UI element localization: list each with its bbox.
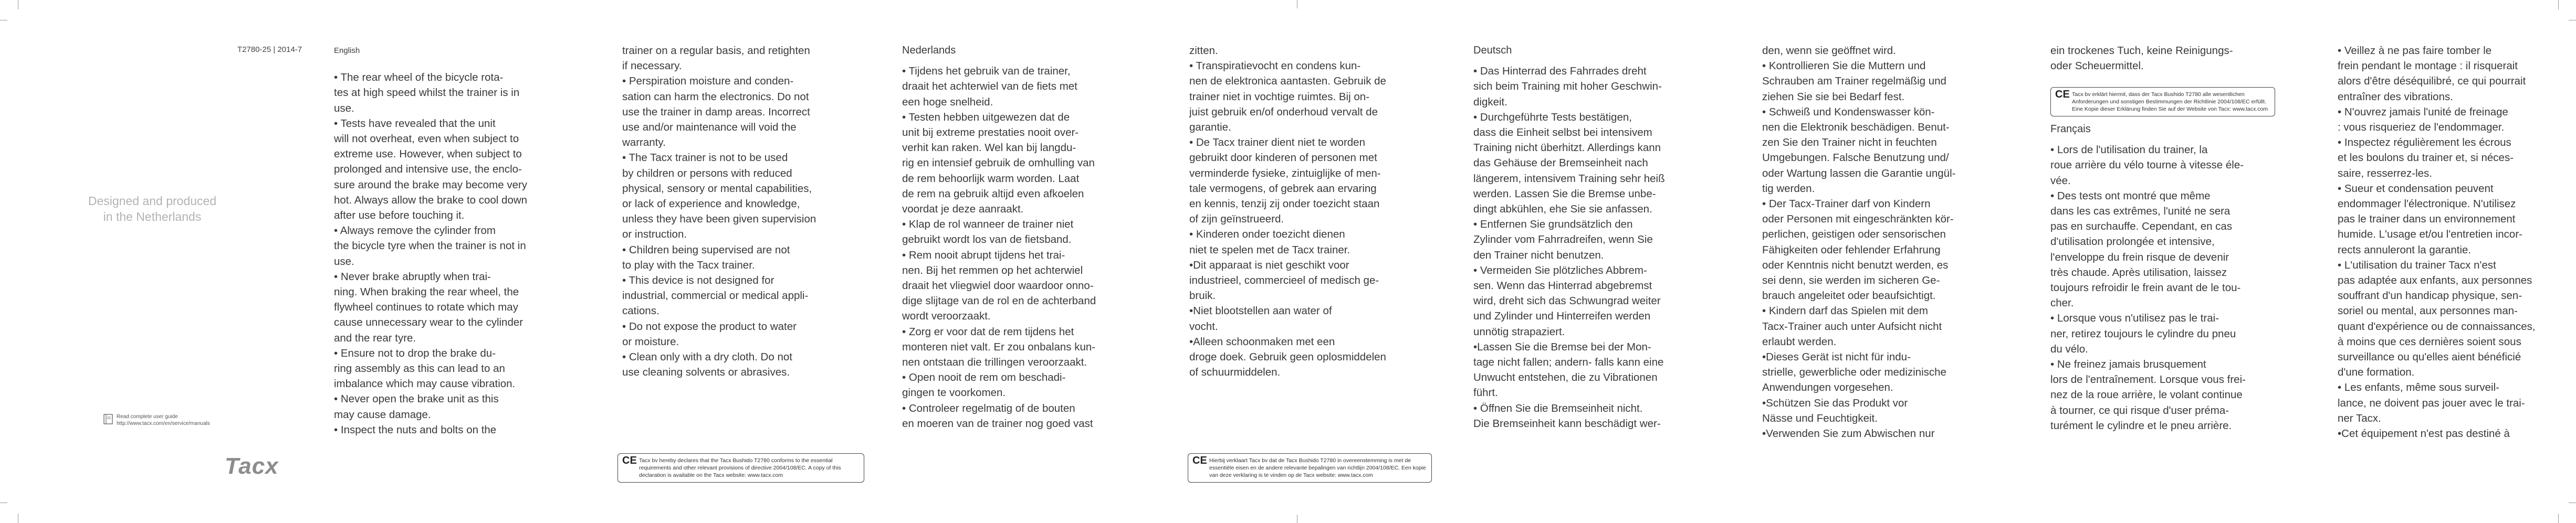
text-line: • Kontrollieren Sie die Muttern und: [1762, 60, 1926, 72]
text-line: Zylinder vom Fahrradreifen, wenn Sie: [1473, 233, 1653, 246]
text-line: nen de elektronica aantasten. Gebruik de: [1189, 75, 1386, 88]
text-line: draait het achterwiel van de fiets met: [902, 80, 1077, 93]
text-line: • Rem nooit abrupt tijdens het trai-: [902, 249, 1065, 261]
text-line: gebruikt door kinderen of personen met: [1189, 152, 1377, 164]
text-line: très chaude. Après utilisation, laissez: [2050, 266, 2227, 279]
text-line: • L'utilisation du trainer Tacx n'est: [2338, 259, 2496, 271]
text-line: • Zorg er voor dat de rem tijdens het: [902, 325, 1074, 338]
text-line: • Inspectez régulièrement les écrous: [2338, 136, 2511, 149]
text-line: •Schützen Sie das Produkt vor: [1762, 397, 1908, 409]
text-line: d'utilisation prolongée et intensive,: [2050, 236, 2215, 248]
text-line: sure around the brake may become very: [334, 178, 528, 191]
text-line: will not overheat, even when subject to: [334, 133, 519, 145]
text-line: • Never open the brake unit as this: [334, 393, 499, 405]
text-line: • De Tacx trainer dient niet te worden: [1189, 136, 1365, 149]
french-text-1: [2050, 142, 2281, 433]
text-line: • Sueur et condensation peuvent: [2338, 182, 2494, 195]
text-line: humide. L'usage et/ou l'entretien incor-: [2338, 228, 2522, 241]
text-line: nen. Bij het remmen op het achterwiel: [902, 264, 1083, 276]
text-line: ring assembly as this can lead to an: [334, 362, 505, 375]
text-line: lance, ne doivent pas jouer avec le trai-: [2338, 397, 2525, 409]
text-line: Training nicht überhitzt. Allerdings kann: [1473, 142, 1661, 154]
text-line: nez de la roue arrière, le volant continue: [2050, 389, 2243, 401]
text-line: en moeren van de trainer nog goed vast: [902, 417, 1093, 430]
text-line: industrieel, commercieel of medisch ge-: [1189, 274, 1379, 287]
text-line: tes at high speed whilst the trainer is in: [334, 87, 520, 99]
text-line: den, wenn sie geöffnet wird.: [1762, 45, 1896, 57]
text-line: endommager l'électronique. N'utilisez: [2338, 198, 2516, 210]
text-line: tale vermogens, of gebrek aan ervaring: [1189, 182, 1377, 195]
text-line: gebruikt wordt los van de fietsband.: [902, 233, 1072, 246]
french-column-1: [2050, 122, 2281, 433]
text-line: • Das Hinterrad des Fahrrades dreht: [1473, 65, 1647, 78]
text-line: souffrant d'un handicap physique, sen-: [2338, 290, 2522, 302]
english-text-1: [334, 70, 565, 437]
german-text-1: [1473, 63, 1704, 431]
text-line: pas en surchauffe. Cependant, en cas: [2050, 220, 2233, 233]
ce-mark-icon: CE: [1192, 455, 1207, 466]
text-line: or moisture.: [622, 335, 679, 348]
text-line: or lack of experience and knowledge,: [622, 198, 800, 210]
text-line: hot. Always allow the brake to cool down: [334, 194, 528, 206]
text-line: frein pendant le montage : il risquerait: [2338, 60, 2518, 72]
text-line: d'une formation.: [2338, 366, 2415, 379]
text-line: •Niet blootstellen aan water of: [1189, 305, 1332, 317]
text-line: use.: [334, 255, 354, 268]
text-line: de rem na gebruik altijd even afkoelen: [902, 187, 1084, 200]
text-line: Umgebungen. Falsche Benutzung und/: [1762, 152, 1949, 164]
text-line: saire, resserrez-les.: [2338, 167, 2432, 179]
text-line: de rem behoorlijk warm worden. Laat: [902, 172, 1080, 185]
text-line: by children or persons with reduced: [622, 167, 792, 179]
text-line: gingen te voorkomen.: [902, 387, 1006, 399]
text-line: of schuurmiddelen.: [1189, 366, 1281, 379]
guide-label: Read complete user guide: [117, 414, 178, 420]
text-line: •Cet équipement n'est pas destiné à: [2338, 428, 2510, 440]
text-line: • Inspect the nuts and bolts on the: [334, 423, 497, 436]
text-line: use and/or maintenance will void the: [622, 121, 797, 134]
ce-text: Tacx bv erklärt hiermit, dass der Tacx Bushido T2780 alle wesentlichen Anforderungen und sonstigen Bestimmungen der Richtlinie 2004/108/EC erfüllt. Eine Kopie dieser Erklärung finden Sie auf der Website von Tacx: www.tacx.com: [2072, 91, 2268, 112]
text-line: • Lors de l'utilisation du trainer, la: [2050, 144, 2208, 156]
german-text-3: [2050, 43, 2281, 73]
text-line: toujours refroidir le frein avant de le tou-: [2050, 282, 2241, 294]
text-line: • Testen hebben uitgewezen dat de: [902, 111, 1070, 123]
text-line: pas adaptée aux enfants, aux personnes: [2338, 274, 2532, 287]
text-line: ziehen Sie sie bei Bedarf fest.: [1762, 90, 1905, 103]
text-line: nen ontstaan die trillingen veroorzaakt.: [902, 356, 1087, 369]
ce-text: Hierbij verklaart Tacx bv dat de Tacx Bushido T2780 in overeenstemming is met de essentiële eisen en de andere relevante bepalingen van richtlijn 2004/108/EC. Een kopie van deze verklaring is te vinden op de Tacx website: www.tacx.com: [1209, 457, 1426, 478]
text-line: • Les enfants, même sous surveil-: [2338, 381, 2499, 394]
text-line: tage nicht fallen; andern- falls kann eine: [1473, 356, 1664, 369]
dutch-column-2: [1189, 43, 1420, 380]
text-line: een hoge snelheid.: [902, 95, 993, 108]
text-line: voordat je deze aanraakt.: [902, 203, 1024, 216]
text-line: Schrauben am Trainer regelmäßig und: [1762, 75, 1946, 88]
english-column-1: [334, 43, 565, 437]
text-line: • Children being supervised are not: [622, 243, 790, 256]
text-line: tig werden.: [1762, 182, 1815, 195]
text-line: erlaubt werden.: [1762, 335, 1837, 348]
text-line: à tourner, ce qui risque d'user préma-: [2050, 404, 2229, 417]
french-text-2: [2338, 43, 2569, 441]
language-heading-english: English: [334, 46, 360, 55]
text-line: pas le trainer dans un environnement: [2338, 213, 2516, 226]
text-line: turément le cylindre et le pneu arrière.: [2050, 419, 2232, 432]
text-line: cher.: [2050, 297, 2074, 309]
text-line: ner, retirez toujours le cylindre du pneu: [2050, 327, 2236, 340]
ce-mark-icon: CE: [2055, 89, 2070, 100]
text-line: extreme use. However, when subject to: [334, 148, 522, 161]
english-column-2: [622, 43, 853, 380]
text-line: sei denn, sie werden im sicheren Ge-: [1762, 274, 1940, 287]
crop-mark: [2558, 514, 2559, 523]
text-line: • This device is not designed for: [622, 274, 774, 287]
text-line: use the trainer in damp areas. Incorrect: [622, 105, 810, 118]
text-line: roue arrière du vélo tourne à vitesse éle-: [2050, 159, 2244, 172]
text-line: • N'ouvrez jamais l'unité de freinage: [2338, 105, 2508, 118]
text-line: Die Bremseinheit kann beschädigt wer-: [1473, 417, 1661, 430]
text-line: oder Personen mit eingeschränkten kör-: [1762, 213, 1954, 226]
book-icon: [103, 413, 113, 425]
text-line: verminderde fysieke, zintuiglijke of men-: [1189, 167, 1381, 179]
text-line: l'enveloppe du frein risque de devenir: [2050, 251, 2229, 263]
text-line: brauch angeleitet oder beaufsichtigt.: [1762, 290, 1936, 302]
text-line: • Controleer regelmatig of de bouten: [902, 402, 1075, 414]
text-line: Anwendungen vorgesehen.: [1762, 381, 1893, 394]
text-line: • Ne freinez jamais brusquement: [2050, 358, 2206, 371]
text-line: ner Tacx.: [2338, 412, 2381, 424]
text-line: dass die Einheit selbst bei intensivem: [1473, 126, 1652, 139]
text-line: • Öffnen Sie die Bremseinheit nicht.: [1473, 402, 1643, 414]
dutch-text-1: [902, 63, 1133, 431]
german-column-2: [1762, 43, 1993, 441]
text-line: after use before touching it.: [334, 209, 465, 222]
text-line: Fähigkeiten oder fehlender Erfahrung: [1762, 243, 1941, 256]
designed-line-2: in the Netherlands: [103, 210, 202, 223]
text-line: trainer niet in vochtige ruimtes. Bij on-: [1189, 90, 1369, 103]
english-text-2: [622, 43, 853, 380]
text-line: entraîner des vibrations.: [2338, 90, 2453, 103]
text-line: Tacx-Trainer auch unter Aufsicht nicht: [1762, 320, 1942, 333]
text-line: unnötig strapaziert.: [1473, 325, 1565, 338]
text-line: digkeit.: [1473, 95, 1507, 108]
text-line: • Clean only with a dry cloth. Do not: [622, 351, 792, 364]
crop-mark: [2558, 0, 2559, 9]
text-line: à moins que ces dernières soient sous: [2338, 335, 2521, 348]
text-line: quant d'expérience ou de connaissances,: [2338, 320, 2536, 333]
text-line: the bicycle tyre when the trainer is not in: [334, 240, 526, 252]
text-line: rig en intensief gebruik de omhulling van: [902, 157, 1095, 169]
text-line: industrial, commercial or medical appli-: [622, 290, 809, 302]
text-line: dige slijtage van de rol en de achterband: [902, 295, 1096, 307]
text-line: droge doek. Gebruik geen oplosmiddelen: [1189, 351, 1386, 364]
text-line: • Des tests ont montré que même: [2050, 189, 2211, 202]
text-line: • Schweiß und Kondenswasser kön-: [1762, 105, 1935, 118]
text-line: längerem, intensivem Training sehr heiß: [1473, 172, 1665, 185]
text-line: strielle, gewerbliche oder medizinische: [1762, 366, 1946, 379]
text-line: • Tijdens het gebruik van de trainer,: [902, 65, 1071, 78]
text-line: wird, dreht sich das Schwungrad weiter: [1473, 295, 1661, 307]
text-line: oder Kenntnis nicht benutzt werden, es: [1762, 259, 1949, 271]
text-line: of zijn geïnstrueerd.: [1189, 213, 1284, 226]
text-line: • Der Tacx-Trainer darf von Kindern: [1762, 198, 1931, 210]
ce-declaration-english: [617, 453, 864, 483]
text-line: werden. Lassen Sie die Bremse unbe-: [1473, 187, 1656, 200]
ce-mark-icon: CE: [622, 455, 637, 466]
text-line: • Durchgeführte Tests bestätigen,: [1473, 111, 1632, 123]
text-line: •Lassen Sie die Bremse bei der Mon-: [1473, 340, 1651, 353]
text-line: du vélo.: [2050, 343, 2088, 355]
text-line: draait het vliegwiel door waardoor onno-: [902, 280, 1094, 292]
text-line: Unwucht entstehen, die zu Vibrationen: [1473, 371, 1658, 384]
text-line: • Kindern darf das Spielen mit dem: [1762, 305, 1928, 317]
text-line: • Kinderen onder toezicht dienen: [1189, 228, 1345, 241]
text-line: et les boulons du trainer et, si néces-: [2338, 152, 2514, 164]
french-column-2: [2338, 43, 2569, 441]
ce-text: Tacx bv hereby declares that the Tacx Bushido T2780 conforms to the essential requirements and other relevant provisions of directive 2004/108/EC. A copy of this declaration is available on the Tacx website: www.tacx.com: [639, 457, 841, 478]
text-line: •Verwenden Sie zum Abwischen nur: [1762, 428, 1935, 440]
text-line: if necessary.: [622, 60, 682, 72]
german-text-2: [1762, 43, 1993, 441]
text-line: • Ensure not to drop the brake du-: [334, 347, 496, 359]
document-code: T2780-25 | 2014-7: [237, 45, 302, 54]
text-line: imbalance which may cause vibration.: [334, 378, 516, 390]
text-line: sich beim Training mit hoher Geschwin-: [1473, 80, 1662, 93]
text-line: • Lorsque vous n'utilisez pas le trai-: [2050, 312, 2219, 325]
language-heading-german: Deutsch: [1473, 45, 1512, 56]
text-line: • Klap de rol wanneer de trainer niet: [902, 218, 1074, 231]
text-line: rects annuleront la garantie.: [2338, 243, 2472, 256]
text-line: en kennis, tenzij zij onder toezicht staan: [1189, 198, 1380, 210]
text-line: •Dieses Gerät ist nicht für indu-: [1762, 351, 1911, 364]
text-line: sen. Wenn das Hinterrad abgebremst: [1473, 280, 1652, 292]
text-line: trainer on a regular basis, and retighten: [622, 45, 810, 57]
text-line: cause unnecessary wear to the cylinder: [334, 316, 523, 329]
text-line: use.: [334, 102, 354, 114]
text-line: or instruction.: [622, 228, 687, 241]
text-line: sation can harm the electronics. Do not: [622, 90, 809, 103]
ce-declaration-german: [2050, 87, 2275, 116]
text-line: prolonged and intensive use, the enclo-: [334, 163, 522, 176]
language-heading-dutch: Nederlands: [902, 45, 956, 56]
tacx-logo: Tacx: [225, 453, 279, 479]
text-line: • Open nooit de rem om beschadi-: [902, 371, 1066, 384]
text-line: ein trockenes Tuch, keine Reinigungs-: [2050, 45, 2233, 57]
text-line: : vous risqueriez de l'endommager.: [2338, 121, 2505, 134]
dutch-column-1: [902, 43, 1133, 431]
designed-in-text: [84, 193, 221, 225]
text-line: • Never brake abruptly when trai-: [334, 270, 491, 283]
text-line: to play with the Tacx trainer.: [622, 259, 755, 271]
text-line: •Alleen schoonmaken met een: [1189, 335, 1335, 348]
text-line: bruik.: [1189, 290, 1216, 302]
text-line: und Zylinder und Hinterreifen werden: [1473, 310, 1651, 323]
text-line: physical, sensory or mental capabilities,: [622, 182, 812, 195]
text-line: das Gehäuse der Bremseinheit nach: [1473, 157, 1648, 169]
text-line: use cleaning solvents or abrasives.: [622, 366, 790, 379]
guide-url[interactable]: http://www.tacx.com/en/service/manuals: [117, 421, 210, 426]
text-line: verhit kan raken. Wel kan bij langdu-: [902, 142, 1076, 154]
text-line: • Transpiratievocht en condens kun-: [1189, 60, 1361, 72]
text-line: • Veillez à ne pas faire tomber le: [2338, 45, 2492, 57]
text-line: unit bij extreme prestaties nooit over-: [902, 126, 1079, 139]
dutch-text-2: [1189, 43, 1420, 380]
text-line: •Dit apparaat is niet geschikt voor: [1189, 259, 1349, 271]
text-line: soriel ou mental, aux personnes man-: [2338, 305, 2518, 317]
text-line: dans les cas extrêmes, l'unité ne sera: [2050, 205, 2231, 218]
text-line: zitten.: [1189, 45, 1218, 57]
text-line: unless they have been given supervision: [622, 213, 816, 226]
text-line: juist gebruik en/of onderhoud vervalt de: [1189, 105, 1378, 118]
text-line: vée.: [2050, 174, 2071, 187]
text-line: zen Sie den Trainer nicht in feuchten: [1762, 136, 1937, 149]
text-line: warranty.: [622, 136, 666, 149]
text-line: dingt abkühlen, ehe Sie sie anfassen.: [1473, 203, 1652, 216]
text-line: and the rear tyre.: [334, 332, 416, 344]
text-line: surveillance ou qu'elles aient bénéficié: [2338, 351, 2521, 364]
ce-declaration-dutch: [1188, 453, 1432, 483]
designed-line-1: Designed and produced: [88, 194, 217, 208]
text-line: may cause damage.: [334, 408, 431, 421]
text-line: • Do not expose the product to water: [622, 320, 797, 333]
language-heading-french: Français: [2050, 123, 2091, 135]
text-line: lors de l'entraînement. Lorsque vous frei-: [2050, 373, 2246, 386]
text-line: ning. When braking the rear wheel, the: [334, 286, 519, 298]
text-line: cations.: [622, 305, 659, 317]
text-line: alors d'être déséquilibré, ce qui pourrait: [2338, 75, 2526, 88]
text-line: vocht.: [1189, 320, 1218, 333]
german-column-1: [1473, 43, 1704, 431]
text-line: garantie.: [1189, 121, 1231, 134]
text-line: den Trainer nicht benutzen.: [1473, 249, 1604, 261]
text-line: oder Wartung lassen die Garantie ungül-: [1762, 167, 1956, 179]
text-line: führt.: [1473, 387, 1498, 399]
text-line: wordt veroorzaakt.: [902, 310, 991, 323]
text-line: • Tests have revealed that the unit: [334, 117, 496, 130]
text-line: • Always remove the cylinder from: [334, 225, 496, 237]
text-line: monteren niet valt. Er zou onbalans kun-: [902, 340, 1096, 353]
text-line: nen die Elektronik beschädigen. Benut-: [1762, 121, 1950, 134]
text-line: • Vermeiden Sie plötzliches Abbrem-: [1473, 264, 1647, 276]
german-column-3: [2050, 43, 2281, 73]
text-line: niet te spelen met de Tacx trainer.: [1189, 243, 1350, 256]
text-line: • Perspiration moisture and conden-: [622, 75, 794, 88]
text-line: oder Scheuermittel.: [2050, 60, 2144, 72]
text-line: perlichen, geistigen oder sensorischen: [1762, 228, 1946, 241]
text-line: • Entfernen Sie grundsätzlich den: [1473, 218, 1633, 231]
text-line: • The Tacx trainer is not to be used: [622, 152, 788, 164]
text-line: • The rear wheel of the bicycle rota-: [334, 71, 504, 84]
text-line: Nässe und Feuchtigkeit.: [1762, 412, 1878, 424]
text-line: flywheel continues to rotate which may: [334, 301, 518, 314]
